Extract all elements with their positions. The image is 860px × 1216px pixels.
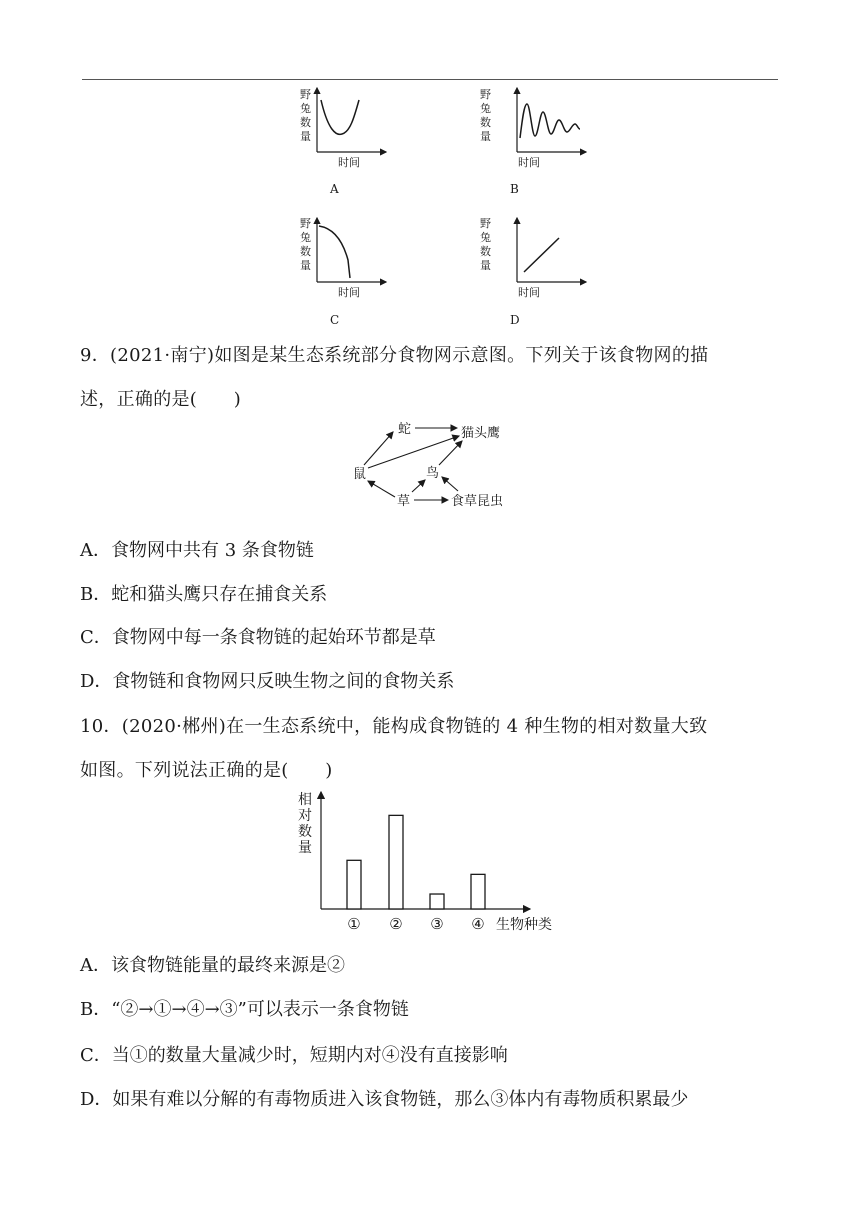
- q9-option-b[interactable]: B．蛇和猫头鹰只存在捕食关系: [80, 584, 328, 605]
- y-label-char: 量: [480, 259, 491, 272]
- node-bird: 鸟: [426, 466, 440, 481]
- q10-stem-line1: 10．(2020·郴州)在一生态系统中，能构成食物链的 4 种生物的相对数量大致: [80, 716, 708, 737]
- y-label-char: 兔: [480, 102, 491, 115]
- x-axis-label: 生物种类: [496, 917, 552, 933]
- q9-option-a[interactable]: A．食物网中共有 3 条食物链: [80, 540, 314, 561]
- arrow-mouse-snake: [364, 432, 393, 465]
- bar-4: [471, 874, 485, 909]
- q9-stem-line1: 9．(2021·南宁)如图是某生态系统部分食物网示意图。下列关于该食物网的描: [80, 345, 709, 366]
- y-label-char: 相: [298, 792, 312, 808]
- species-bar-chart: [290, 786, 580, 936]
- y-label-char: 数: [300, 116, 311, 129]
- q9-option-c[interactable]: C．食物网中每一条食物链的起始环节都是草: [80, 627, 436, 648]
- bar-3: [430, 894, 444, 909]
- node-owl: 猫头鹰: [461, 426, 501, 441]
- x-label: 时间: [518, 156, 540, 169]
- y-label-char: 量: [298, 840, 312, 856]
- node-snake: 蛇: [398, 422, 412, 437]
- arrow-grass-bird: [412, 480, 425, 492]
- population-curve: [321, 100, 359, 134]
- x-label: 时间: [338, 286, 360, 299]
- q10-option-a[interactable]: A．该食物链能量的最终来源是②: [80, 955, 345, 976]
- rabbit-chart-d: [480, 217, 586, 327]
- food-web-diagram: [340, 415, 520, 515]
- rabbit-chart-b: [480, 88, 586, 196]
- q10-option-c[interactable]: C．当①的数量大量减少时，短期内对④没有直接影响: [80, 1045, 508, 1066]
- rabbit-chart-c: [300, 217, 386, 327]
- y-label-char: 量: [300, 130, 311, 143]
- arrow-insect-bird: [442, 477, 458, 491]
- y-label-char: 野: [480, 88, 491, 101]
- panel-letter: B: [510, 182, 519, 196]
- x-label: 时间: [518, 286, 540, 299]
- panel-letter: C: [330, 313, 340, 327]
- node-mouse: 鼠: [353, 467, 367, 482]
- y-label-char: 兔: [300, 231, 311, 244]
- node-grass: 草: [397, 494, 411, 509]
- panel-letter: A: [330, 182, 339, 196]
- y-label-char: 量: [480, 130, 491, 143]
- population-curve: [520, 104, 580, 138]
- y-label-char: 野: [300, 88, 311, 101]
- y-label-char: 对: [298, 808, 312, 824]
- arrow-bird-owl: [439, 441, 462, 465]
- bar-1: [347, 860, 361, 909]
- bar-2: [389, 815, 403, 909]
- q10-option-b[interactable]: B．“②→①→④→③”可以表示一条食物链: [80, 999, 409, 1020]
- rabbit-population-charts: [270, 82, 600, 332]
- panel-letter: D: [510, 313, 520, 327]
- x-label: 时间: [338, 156, 360, 169]
- arrow-grass-mouse: [368, 481, 395, 497]
- q10-stem-line2: 如图。下列说法正确的是( ): [80, 760, 333, 781]
- y-label-char: 野: [480, 217, 491, 230]
- population-curve: [319, 226, 350, 278]
- y-label-char: 野: [300, 217, 311, 230]
- node-insect: 食草昆虫: [451, 494, 504, 509]
- tick-label-2: ②: [389, 915, 403, 933]
- y-label-char: 量: [300, 259, 311, 272]
- arrow-mouse-owl: [368, 436, 459, 468]
- top-divider: [82, 79, 778, 80]
- y-axis-label: [298, 791, 312, 856]
- tick-label-4: ④: [471, 915, 485, 933]
- q9-stem-line2: 述，正确的是( ): [80, 389, 242, 410]
- y-label-char: 兔: [480, 231, 491, 244]
- q10-option-d[interactable]: D．如果有难以分解的有毒物质进入该食物链，那么③体内有毒物质积累最少: [80, 1089, 689, 1110]
- tick-label-3: ③: [430, 915, 444, 933]
- y-label-char: 数: [300, 245, 311, 258]
- q9-option-d[interactable]: D．食物链和食物网只反映生物之间的食物关系: [80, 671, 455, 692]
- tick-label-1: ①: [347, 915, 361, 933]
- population-curve: [524, 238, 559, 272]
- rabbit-chart-a: [300, 88, 386, 196]
- y-label-char: 数: [480, 245, 491, 258]
- y-label-char: 数: [480, 116, 491, 129]
- y-label-char: 兔: [300, 102, 311, 115]
- y-label-char: 数: [298, 824, 312, 840]
